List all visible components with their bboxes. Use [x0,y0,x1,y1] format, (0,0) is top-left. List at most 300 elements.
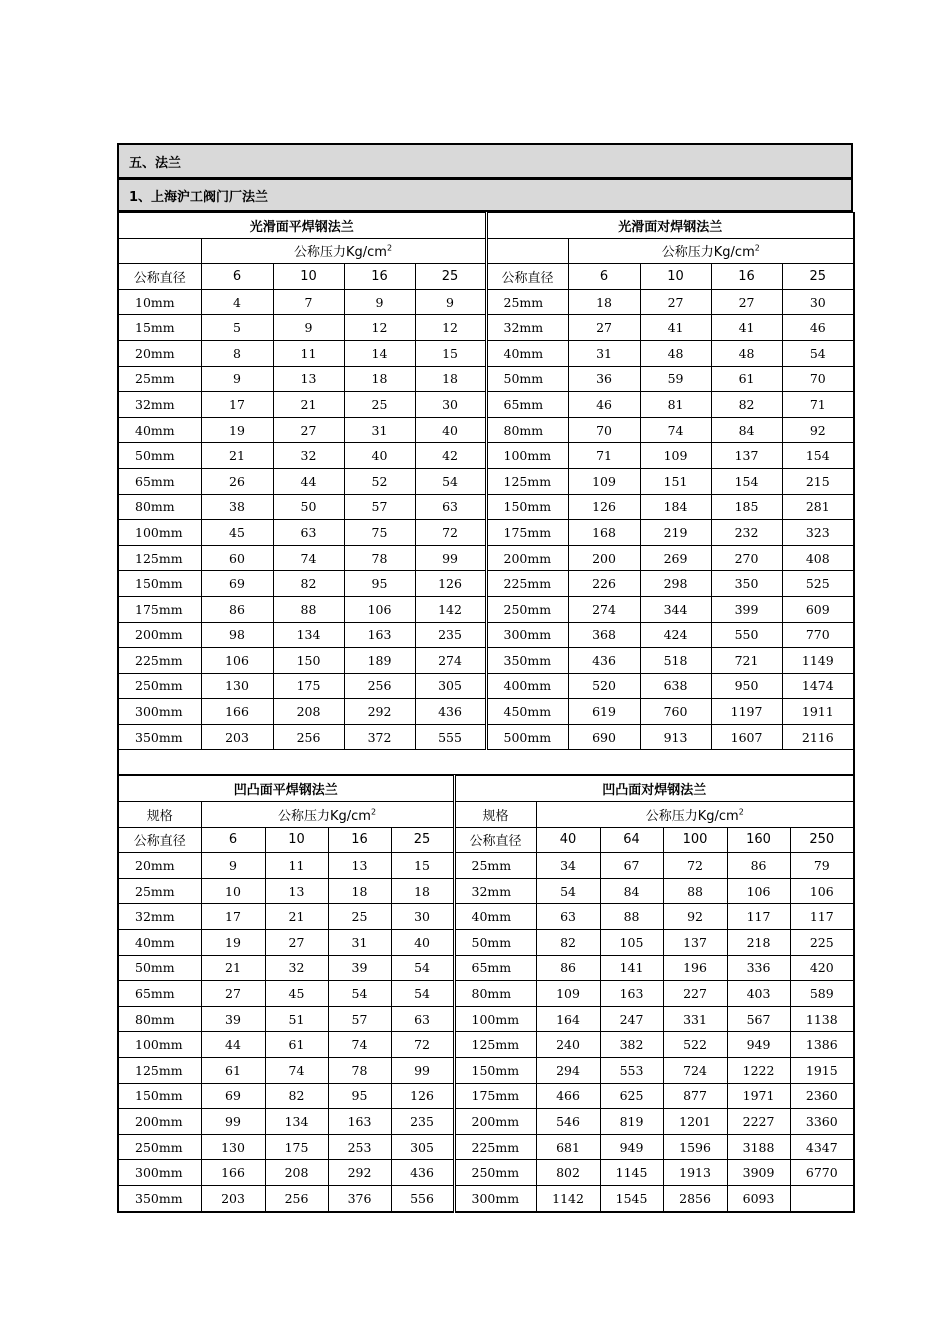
pressure-column-header: 40 [536,827,600,853]
weight-value-cell: 344 [640,596,711,622]
weight-value-cell: 1474 [782,673,854,699]
weight-value-cell: 59 [640,366,711,392]
pressure-column-header: 16 [344,264,415,290]
nominal-diameter-cell: 80mm [118,1006,201,1032]
smooth-slip-on-flange-title: 光滑面平焊钢法兰 [118,213,486,239]
weight-value-cell: 1149 [782,648,854,674]
weight-value-cell: 567 [727,1006,790,1032]
weight-value-cell: 84 [600,878,663,904]
table-row [118,673,854,699]
weight-value-cell: 1197 [711,699,782,725]
nominal-diameter-cell: 300mm [118,1160,201,1186]
weight-value-cell: 6093 [727,1185,790,1211]
nominal-diameter-cell: 100mm [486,443,568,469]
weight-value-cell: 74 [273,545,344,571]
weight-value-cell: 30 [415,392,486,418]
weight-value-cell: 75 [344,520,415,546]
weight-value-cell: 18 [568,289,640,315]
weight-value-cell: 71 [782,392,854,418]
table-row [118,468,854,494]
section-title: 五、法兰 [117,143,853,179]
weight-value-cell: 88 [600,904,663,930]
weight-value-cell: 134 [265,1109,328,1135]
weight-value-cell: 30 [782,289,854,315]
weight-value-cell: 522 [663,1032,727,1058]
nominal-diameter-cell: 10mm [118,289,201,315]
weight-value-cell: 3360 [790,1109,854,1135]
table-spacer [118,750,854,775]
weight-value-cell: 27 [201,981,265,1007]
weight-value-cell: 95 [344,571,415,597]
weight-value-cell: 6770 [790,1160,854,1186]
weight-value-cell: 8 [201,340,273,366]
weight-value-cell: 163 [600,981,663,1007]
nominal-diameter-cell: 300mm [486,622,568,648]
weight-value-cell: 99 [391,1058,454,1084]
weight-value-cell: 436 [391,1160,454,1186]
nominal-diameter-cell: 175mm [118,596,201,622]
weight-value-cell: 721 [711,648,782,674]
weight-value-cell: 31 [328,930,391,956]
nominal-diameter-cell: 40mm [118,417,201,443]
weight-value-cell: 74 [640,417,711,443]
weight-value-cell: 41 [640,315,711,341]
nominal-diameter-cell: 350mm [118,724,201,750]
weight-value-cell: 88 [663,878,727,904]
weight-value-cell: 609 [782,596,854,622]
pressure-column-header: 10 [265,827,328,853]
weight-value-cell: 163 [344,622,415,648]
table-row [118,1032,854,1058]
weight-value-cell: 225 [790,930,854,956]
weight-value-cell: 54 [536,878,600,904]
weight-value-cell: 17 [201,392,273,418]
nominal-diameter-cell: 40mm [118,930,201,956]
weight-value-cell: 54 [391,955,454,981]
weight-value-cell: 126 [415,571,486,597]
weight-value-cell: 556 [391,1185,454,1211]
table-row [118,904,854,930]
weight-value-cell: 154 [782,443,854,469]
weight-value-cell: 166 [201,699,273,725]
weight-value-cell: 274 [568,596,640,622]
weight-value-cell: 105 [600,930,663,956]
nominal-diameter-header: 公称直径 [118,827,201,853]
weight-value-cell: 2856 [663,1185,727,1211]
weight-value-cell: 31 [568,340,640,366]
weight-value-cell: 403 [727,981,790,1007]
table-row [118,1109,854,1135]
weight-value-cell: 21 [201,955,265,981]
nominal-diameter-cell: 50mm [118,443,201,469]
weight-value-cell: 950 [711,673,782,699]
nominal-diameter-cell: 250mm [454,1160,536,1186]
weight-value-cell: 130 [201,673,273,699]
weight-value-cell: 19 [201,417,273,443]
weight-value-cell: 1138 [790,1006,854,1032]
table-row [118,955,854,981]
weight-value-cell: 44 [273,468,344,494]
table-row [118,648,854,674]
weight-value-cell: 99 [415,545,486,571]
pressure-column-header: 64 [600,827,663,853]
nominal-diameter-cell: 350mm [486,648,568,674]
weight-value-cell: 126 [391,1083,454,1109]
nominal-diameter-cell: 50mm [118,955,201,981]
weight-value-cell: 41 [711,315,782,341]
weight-value-cell: 61 [711,366,782,392]
weight-value-cell: 336 [727,955,790,981]
nominal-diameter-cell: 125mm [486,468,568,494]
weight-value-cell: 305 [415,673,486,699]
table-row [118,1185,854,1211]
weight-value-cell: 196 [663,955,727,981]
weight-value-cell: 21 [201,443,273,469]
weight-value-cell: 298 [640,571,711,597]
weight-value-cell: 30 [391,904,454,930]
weight-value-cell: 38 [201,494,273,520]
weight-value-cell: 256 [265,1185,328,1211]
weight-value-cell: 877 [663,1083,727,1109]
weight-value-cell: 40 [415,417,486,443]
nominal-diameter-cell: 125mm [118,545,201,571]
weight-value-cell: 25 [328,904,391,930]
weight-value-cell: 690 [568,724,640,750]
weight-value-cell: 256 [344,673,415,699]
weight-value-cell: 54 [328,981,391,1007]
table-row [118,622,854,648]
weight-value-cell: 638 [640,673,711,699]
weight-value-cell: 175 [273,673,344,699]
smooth-weld-neck-flange-title: 光滑面对焊钢法兰 [486,213,854,239]
nominal-diameter-cell: 200mm [118,1109,201,1135]
weight-value-cell: 34 [536,853,600,879]
nominal-diameter-cell: 400mm [486,673,568,699]
nominal-diameter-cell: 100mm [454,1006,536,1032]
weight-value-cell: 2116 [782,724,854,750]
tongue-groove-flange-table [117,775,855,1212]
weight-value-cell: 46 [782,315,854,341]
weight-value-cell: 109 [568,468,640,494]
subsection-title: 1、上海沪工阀门厂法兰 [117,179,853,212]
nominal-diameter-cell: 150mm [118,571,201,597]
weight-value-cell: 208 [265,1160,328,1186]
weight-value-cell: 203 [201,724,273,750]
weight-value-cell: 218 [727,930,790,956]
weight-value-cell: 70 [782,366,854,392]
weight-value-cell: 760 [640,699,711,725]
nominal-diameter-cell: 32mm [118,392,201,418]
weight-value-cell: 256 [273,724,344,750]
weight-value-cell: 553 [600,1058,663,1084]
weight-value-cell: 134 [273,622,344,648]
weight-value-cell: 9 [415,289,486,315]
weight-value-cell: 151 [640,468,711,494]
weight-value-cell: 274 [415,648,486,674]
weight-value-cell: 130 [201,1134,265,1160]
weight-value-cell: 19 [201,930,265,956]
weight-value-cell: 44 [201,1032,265,1058]
pressure-column-header: 6 [201,827,265,853]
nominal-diameter-header: 公称直径 [118,264,201,290]
pressure-column-header: 250 [790,827,854,853]
weight-value-cell: 913 [640,724,711,750]
weight-value-cell: 2227 [727,1109,790,1135]
table-row [118,417,854,443]
weight-value-cell: 424 [640,622,711,648]
weight-value-cell: 294 [536,1058,600,1084]
nominal-diameter-cell: 300mm [118,699,201,725]
weight-value-cell: 18 [415,366,486,392]
weight-value-cell: 61 [201,1058,265,1084]
weight-value-cell: 166 [201,1160,265,1186]
weight-value-cell: 819 [600,1109,663,1135]
weight-value-cell: 63 [536,904,600,930]
weight-value-cell: 63 [273,520,344,546]
nominal-diameter-cell: 125mm [454,1032,536,1058]
weight-value-cell: 46 [568,392,640,418]
nominal-diameter-cell: 20mm [118,340,201,366]
weight-value-cell: 518 [640,648,711,674]
weight-value-cell: 21 [273,392,344,418]
nominal-diameter-cell: 225mm [118,648,201,674]
weight-value-cell: 82 [265,1083,328,1109]
weight-value-cell: 15 [415,340,486,366]
weight-value-cell: 86 [727,853,790,879]
weight-value-cell: 1596 [663,1134,727,1160]
weight-value-cell: 1386 [790,1032,854,1058]
weight-value-cell: 88 [273,596,344,622]
weight-value-cell: 57 [344,494,415,520]
weight-value-cell: 142 [415,596,486,622]
nominal-diameter-cell: 450mm [486,699,568,725]
smooth-face-flange-table [117,212,855,775]
weight-value-cell: 226 [568,571,640,597]
weight-value-cell: 137 [663,930,727,956]
pressure-column-header: 25 [391,827,454,853]
weight-value-cell: 32 [265,955,328,981]
nominal-diameter-cell: 25mm [118,878,201,904]
weight-value-cell: 13 [328,853,391,879]
weight-value-cell: 399 [711,596,782,622]
spec-header: 规格 [118,802,201,828]
nominal-diameter-cell: 150mm [486,494,568,520]
weight-value-cell: 619 [568,699,640,725]
pressure-column-header: 16 [328,827,391,853]
nominal-diameter-cell: 100mm [118,520,201,546]
weight-value-cell: 350 [711,571,782,597]
weight-value-cell: 681 [536,1134,600,1160]
nominal-diameter-cell: 40mm [454,904,536,930]
weight-value-cell: 240 [536,1032,600,1058]
nominal-diameter-header: 公称直径 [454,827,536,853]
nominal-pressure-header: 公称压力$Kg/cm^2$ [201,802,454,828]
weight-value-cell: 109 [640,443,711,469]
pressure-column-header: 6 [201,264,273,290]
weight-value-cell: 12 [344,315,415,341]
weight-value-cell: 555 [415,724,486,750]
weight-value-cell: 227 [663,981,727,1007]
weight-value-cell: 724 [663,1058,727,1084]
nominal-diameter-cell: 175mm [454,1083,536,1109]
weight-value-cell: 78 [344,545,415,571]
nominal-diameter-cell: 40mm [486,340,568,366]
weight-value-cell: 9 [201,366,273,392]
weight-value-cell: 52 [344,468,415,494]
nominal-diameter-cell: 65mm [118,468,201,494]
weight-value-cell: 253 [328,1134,391,1160]
table-row [118,878,854,904]
weight-value-cell: 9 [273,315,344,341]
weight-value-cell: 372 [344,724,415,750]
weight-value-cell: 625 [600,1083,663,1109]
nominal-diameter-cell: 500mm [486,724,568,750]
weight-value-cell: 69 [201,571,273,597]
weight-value-cell: 11 [273,340,344,366]
weight-value-cell: 106 [790,878,854,904]
nominal-diameter-cell: 175mm [486,520,568,546]
weight-value-cell: 27 [265,930,328,956]
nominal-diameter-cell: 50mm [454,930,536,956]
nominal-diameter-cell: 15mm [118,315,201,341]
weight-value-cell: 63 [415,494,486,520]
weight-value-cell: 208 [273,699,344,725]
table-row [118,1160,854,1186]
nominal-diameter-cell: 32mm [486,315,568,341]
empty-cell [486,238,568,264]
weight-value-cell: 1545 [600,1185,663,1211]
table-row [118,1006,854,1032]
weight-value-cell: 99 [201,1109,265,1135]
table-row [118,392,854,418]
table-row [118,596,854,622]
nominal-diameter-cell: 150mm [118,1083,201,1109]
weight-value-cell: 50 [273,494,344,520]
weight-value-cell: 1201 [663,1109,727,1135]
weight-value-cell: 175 [265,1134,328,1160]
nominal-diameter-cell: 80mm [118,494,201,520]
nominal-diameter-cell: 25mm [454,853,536,879]
table-row [118,1058,854,1084]
weight-value-cell: 1913 [663,1160,727,1186]
nominal-diameter-cell: 250mm [118,1134,201,1160]
weight-value-cell: 71 [568,443,640,469]
weight-value-cell: 82 [273,571,344,597]
nominal-diameter-cell: 80mm [486,417,568,443]
table-row [118,930,854,956]
nominal-diameter-cell: 100mm [118,1032,201,1058]
weight-value-cell: 1971 [727,1083,790,1109]
nominal-diameter-cell: 32mm [454,878,536,904]
weight-value-cell: 9 [201,853,265,879]
weight-value-cell: 17 [201,904,265,930]
weight-value-cell: 70 [568,417,640,443]
weight-value-cell: 235 [415,622,486,648]
weight-value-cell: 117 [727,904,790,930]
weight-value-cell: 86 [201,596,273,622]
table-row [118,340,854,366]
weight-value-cell: 67 [600,853,663,879]
weight-value-cell: 168 [568,520,640,546]
weight-value-cell: 74 [265,1058,328,1084]
weight-value-cell: 84 [711,417,782,443]
weight-value-cell [790,1185,854,1211]
table-row [118,699,854,725]
flange-sheet [117,143,853,1213]
weight-value-cell: 51 [265,1006,328,1032]
pressure-column-header: 25 [415,264,486,290]
weight-value-cell: 150 [273,648,344,674]
weight-value-cell: 27 [273,417,344,443]
weight-value-cell: 376 [328,1185,391,1211]
table-row [118,289,854,315]
nominal-diameter-cell: 25mm [118,366,201,392]
weight-value-cell: 949 [727,1032,790,1058]
weight-value-cell: 436 [415,699,486,725]
nominal-diameter-cell: 150mm [454,1058,536,1084]
pressure-column-header: 16 [711,264,782,290]
table-row [118,571,854,597]
spec-header: 规格 [454,802,536,828]
weight-value-cell: 1145 [600,1160,663,1186]
table-row [118,366,854,392]
weight-value-cell: 45 [201,520,273,546]
pressure-column-header: 160 [727,827,790,853]
weight-value-cell: 949 [600,1134,663,1160]
weight-value-cell: 154 [711,468,782,494]
weight-value-cell: 92 [782,417,854,443]
weight-value-cell: 45 [265,981,328,1007]
nominal-diameter-cell: 250mm [118,673,201,699]
weight-value-cell: 382 [600,1032,663,1058]
weight-value-cell: 203 [201,1185,265,1211]
weight-value-cell: 48 [711,340,782,366]
nominal-pressure-header: 公称压力$Kg/cm^2$ [201,238,486,264]
weight-value-cell: 4347 [790,1134,854,1160]
weight-value-cell: 12 [415,315,486,341]
weight-value-cell: 141 [600,955,663,981]
pressure-column-header: 6 [568,264,640,290]
nominal-diameter-cell: 25mm [486,289,568,315]
weight-value-cell: 802 [536,1160,600,1186]
nominal-diameter-cell: 125mm [118,1058,201,1084]
weight-value-cell: 39 [328,955,391,981]
weight-value-cell: 72 [415,520,486,546]
weight-value-cell: 42 [415,443,486,469]
table-row [118,1134,854,1160]
table-row [118,545,854,571]
weight-value-cell: 281 [782,494,854,520]
weight-value-cell: 82 [711,392,782,418]
weight-value-cell: 63 [391,1006,454,1032]
nominal-diameter-cell: 20mm [118,853,201,879]
weight-value-cell: 7 [273,289,344,315]
nominal-pressure-header: 公称压力$Kg/cm^2$ [536,802,854,828]
weight-value-cell: 54 [415,468,486,494]
nominal-diameter-cell: 80mm [454,981,536,1007]
weight-value-cell: 81 [640,392,711,418]
weight-value-cell: 36 [568,366,640,392]
weight-value-cell: 78 [328,1058,391,1084]
weight-value-cell: 18 [391,878,454,904]
weight-value-cell: 86 [536,955,600,981]
weight-value-cell: 525 [782,571,854,597]
table-row [118,443,854,469]
weight-value-cell: 39 [201,1006,265,1032]
nominal-diameter-cell: 200mm [486,545,568,571]
nominal-diameter-cell: 200mm [118,622,201,648]
weight-value-cell: 189 [344,648,415,674]
